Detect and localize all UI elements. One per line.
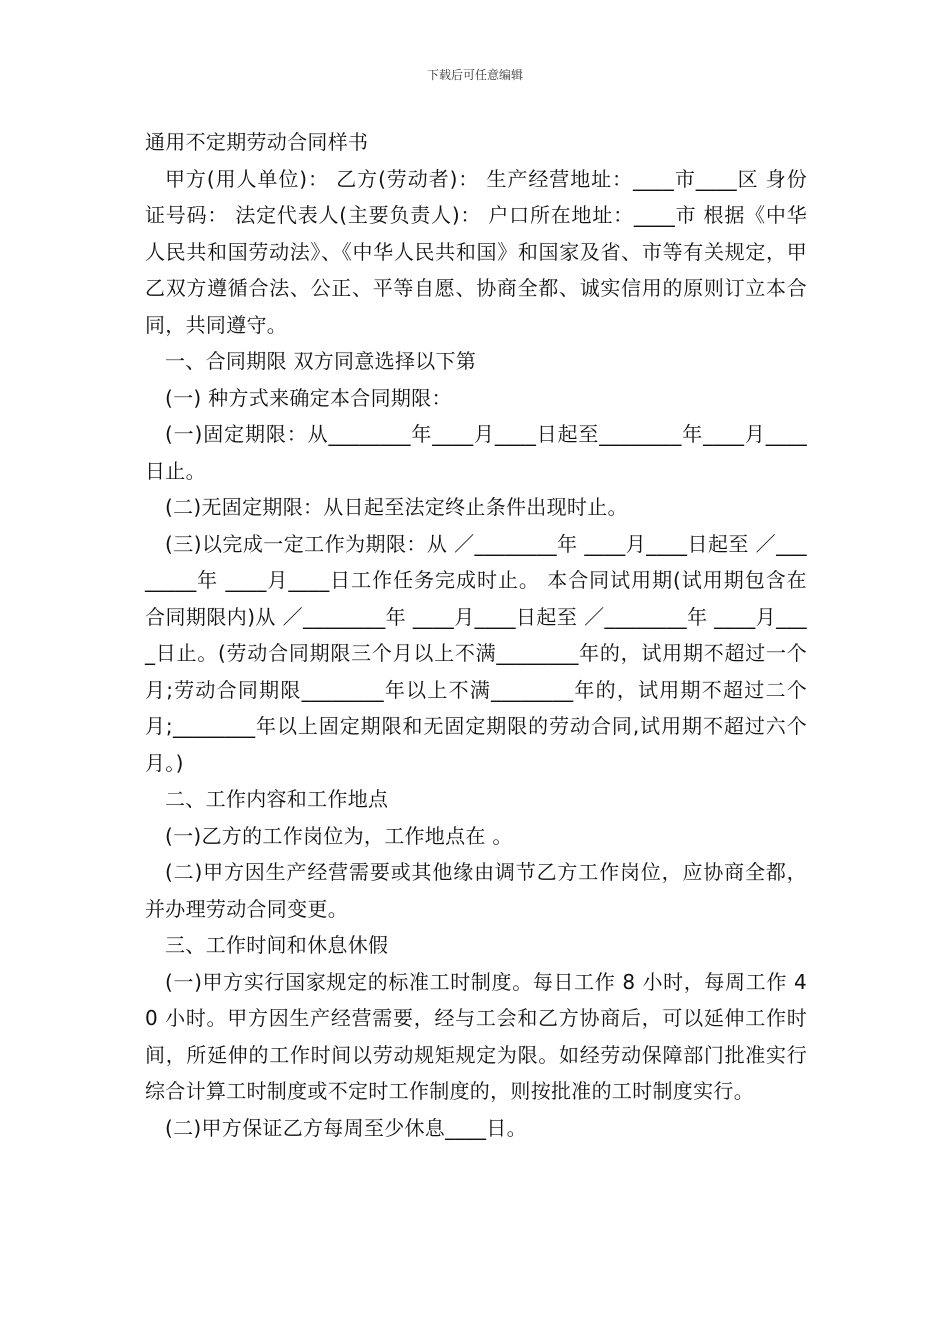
paragraph-fixed-term: (一)固定期限：从________年____月____日起至________年____月____日止。 — [145, 422, 807, 483]
contract-document — [145, 124, 807, 1146]
paragraph-open-term: (二)无固定期限：从日起至法定终止条件出现时止。 — [165, 495, 628, 519]
paragraph-task-term-probation: (三)以完成一定工作为期限：从 ／________年 ____月____日起至 ／________年 ____月____日工作任务完成时止。 本合同试用期(试用期包含在合同期限内)从 ／________年 ____月____日起至 ／________年 ____月____日止。(劳动合同期限三个月以上不满________年的，试用期不超过一个月;劳动合同期限________年以上不满________年的，试用期不超过二个月;________年以上固定期限和无固定期限的劳动合同,试用期不超过六个月。) — [145, 531, 807, 775]
paragraph-weekly-rest: (二)甲方保证乙方每周至少休息____日。 — [165, 1115, 527, 1140]
page-header-note: 下载后可任意编辑 — [426, 68, 523, 82]
section-heading-work-hours: 三、工作时间和休息休假 — [165, 933, 389, 957]
document-title: 通用不定期劳动合同样书 — [145, 130, 369, 154]
paragraph-job-position: (一)乙方的工作岗位为，工作地点在 。 — [165, 823, 513, 848]
section-heading-contract-term: 一、合同期限 双方同意选择以下第 — [165, 349, 477, 373]
paragraph-parties: 甲方(用人单位)： 乙方(劳动者)： 生产经营地址：____市____区 身份证号码： 法定代表人(主要负责人)： 户口所在地址：____市 根据《中华人民共和国劳动法》、《中华人民共和国》和国家及省、市等有关规定，甲乙双方遵循合法、公正、平等自愿、协商全都、诚实信用的原则订立本合同，共同遵守。 — [145, 166, 807, 337]
paragraph-standard-hours: (一)甲方实行国家规定的标准工时制度。每日工作 8 小时，每周工作 40 小时。甲方因生产经营需要，经与工会和乙方协商后，可以延伸工作时间，所延伸的工作时间以劳动规矩规定为限。如经劳动保障部门批准实行综合计算工时制度或不定时工作制度的，则按批准的工时制度实行。 — [145, 969, 807, 1103]
paragraph-position-change: (二)甲方因生产经营需要或其他缘由调节乙方工作岗位，应协商全都，并办理劳动合同变更。 — [145, 860, 807, 921]
section-heading-work-content: 二、工作内容和工作地点 — [165, 787, 389, 811]
paragraph-term-method: (一) 种方式来确定本合同期限： — [165, 385, 452, 410]
